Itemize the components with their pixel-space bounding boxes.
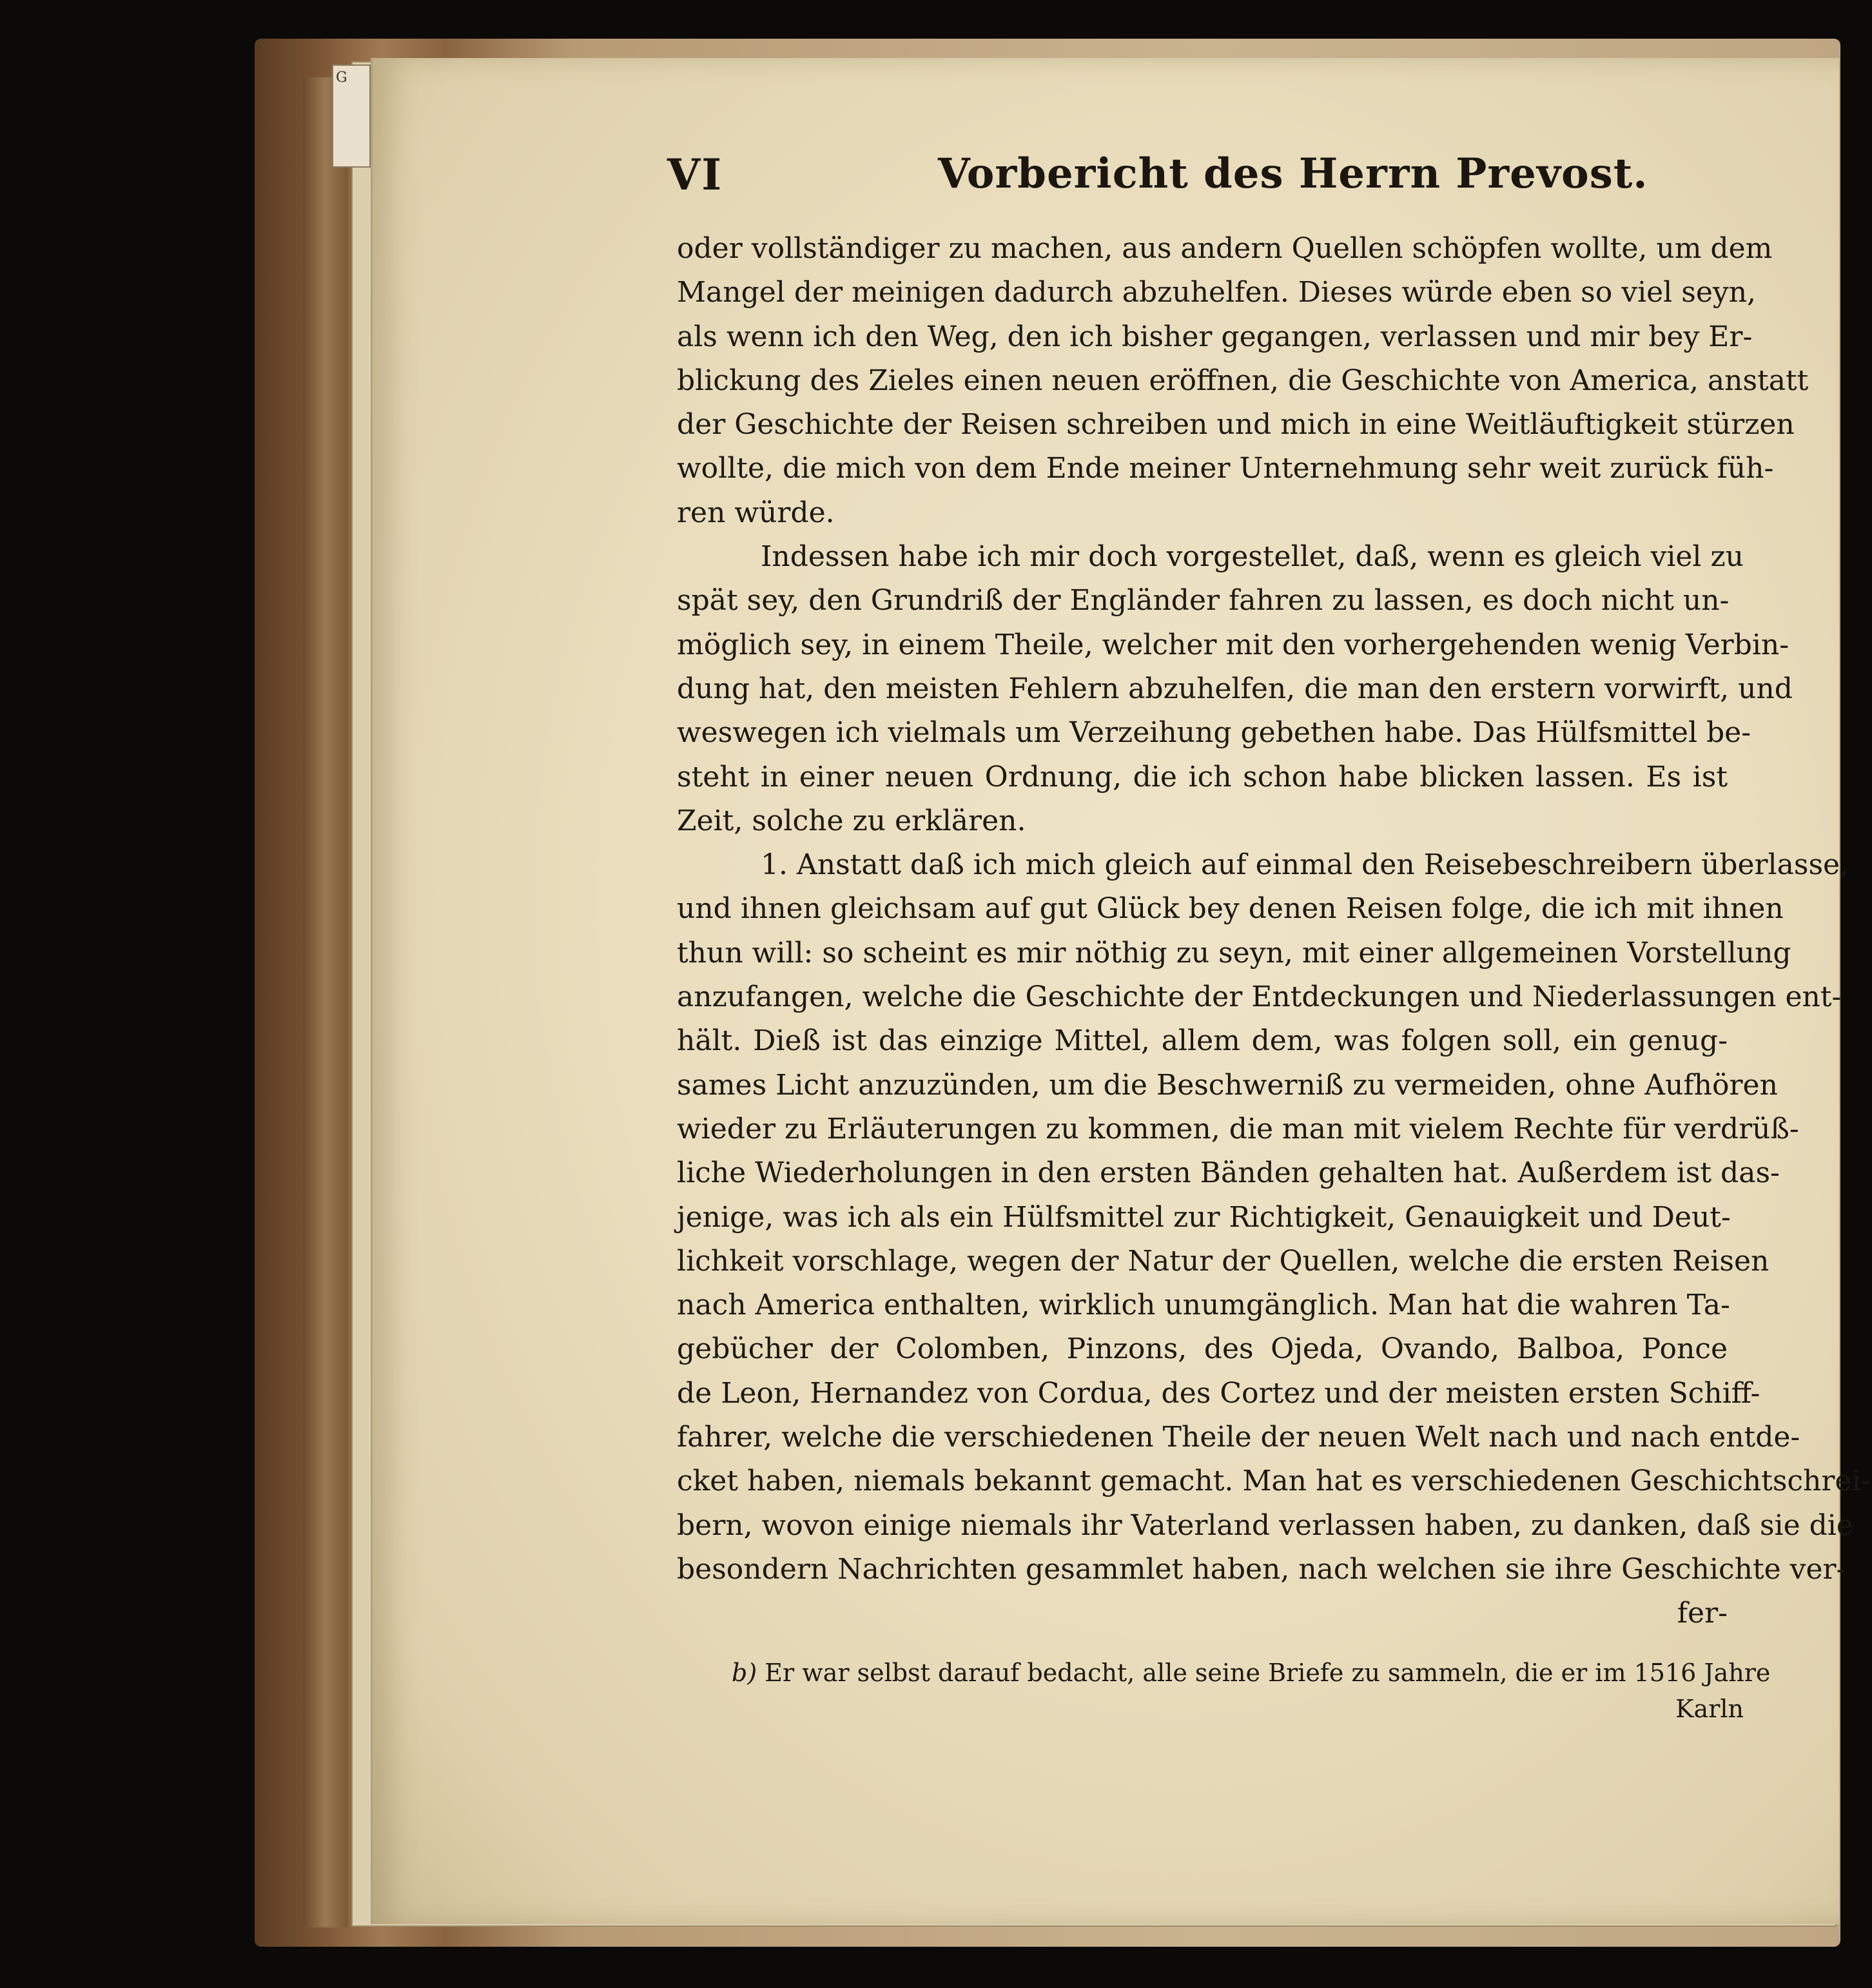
text-line: als wenn ich den Weg, den ich bisher gegangen, verlassen und mir bey Er- bbox=[677, 320, 1753, 353]
page-number: VI bbox=[667, 150, 723, 200]
text-line: cket haben, niemals bekannt gemacht. Man hat es verschiedenen Geschichtschrei- bbox=[677, 1465, 1871, 1498]
text-line: sames Licht anzuzünden, um die Beschwerniß zu vermeiden, ohne Aufhören bbox=[677, 1068, 1778, 1102]
text-line: nach America enthalten, wirklich unumgänglich. Man hat die wahren Ta- bbox=[677, 1289, 1730, 1322]
text-line: ren würde. bbox=[677, 496, 835, 529]
text-line: de Leon, Hernandez von Cordua, des Cortez und der meisten ersten Schiff- bbox=[677, 1376, 1760, 1410]
running-title: Vorbericht des Herrn Prevost. bbox=[938, 150, 1648, 198]
text-line: und ihnen gleichsam auf gut Glück bey denen Reisen folge, die ich mit ihnen bbox=[677, 892, 1784, 926]
body-text bbox=[677, 227, 1871, 1636]
footnote bbox=[732, 1655, 1771, 1727]
text-line: blickung des Zieles einen neuen eröffnen, die Geschichte von America, anstatt bbox=[677, 364, 1809, 397]
text-line: 1. Anstatt daß ich mich gleich auf einmal den Reisebeschreibern überlasse, bbox=[761, 848, 1849, 882]
text-line: anzufangen, welche die Geschichte der Entdeckungen und Niederlassungen ent- bbox=[677, 980, 1842, 1014]
text-line: fahrer, welche die verschiedenen Theile der neuen Welt nach und nach entde- bbox=[677, 1421, 1800, 1454]
text-line: wollte, die mich von dem Ende meiner Unternehmung sehr weit zurück füh- bbox=[677, 452, 1774, 485]
text-line: gebücher der Colomben, Pinzons, des Ojeda, Ovando, Balboa, Ponce bbox=[677, 1332, 1728, 1366]
text-line: besondern Nachrichten gesammlet haben, nach welchen sie ihre Geschichte ver- bbox=[677, 1552, 1846, 1586]
footnote-line: Karln bbox=[1675, 1695, 1744, 1723]
footnote-text: Er war selbst darauf bedacht, alle seine Briefe zu sammeln, die er im 1516 Jahre bbox=[765, 1659, 1771, 1687]
text-line: weswegen ich vielmals um Verzeihung gebethen habe. Das Hülfsmittel be- bbox=[677, 716, 1751, 750]
text-line: lichkeit vorschlage, wegen der Natur der Quellen, welche die ersten Reisen bbox=[677, 1244, 1770, 1278]
text-line: dung hat, den meisten Fehlern abzuhelfen, die man den erstern vorwirft, und bbox=[677, 672, 1793, 705]
text-line: Indessen habe ich mir doch vorgestellet, daß, wenn es gleich viel zu bbox=[761, 540, 1744, 574]
text-line: spät sey, den Grundriß der Engländer fahren zu lassen, es doch nicht un- bbox=[677, 584, 1730, 618]
text-line: hält. Dieß ist das einzige Mittel, allem dem, was folgen soll, ein genug- bbox=[677, 1024, 1728, 1058]
catchword: fer- bbox=[1677, 1597, 1728, 1630]
text-line: Zeit, solche zu erklären. bbox=[677, 804, 1026, 837]
text-line: der Geschichte der Reisen schreiben und mich in eine Weitläuftigkeit stürzen bbox=[677, 408, 1795, 442]
text-line: liche Wiederholungen in den ersten Bänden gehalten hat. Außerdem ist das- bbox=[677, 1156, 1780, 1190]
library-tab-label: G bbox=[332, 64, 371, 168]
text-line: thun will: so scheint es mir nöthig zu seyn, mit einer allgemeinen Vorstellung bbox=[677, 936, 1791, 970]
page-header bbox=[667, 150, 1653, 208]
text-line: steht in einer neuen Ordnung, die ich schon habe blicken lassen. Es ist bbox=[677, 760, 1728, 794]
text-line: Mangel der meinigen dadurch abzuhelfen. Dieses würde eben so viel seyn, bbox=[677, 276, 1757, 309]
text-line: oder vollständiger zu machen, aus andern Quellen schöpfen wollte, um dem bbox=[677, 232, 1773, 265]
footnote-marker: b) bbox=[732, 1659, 757, 1687]
binding-spine bbox=[303, 77, 348, 1927]
footnote-line bbox=[732, 1655, 1771, 1691]
text-line: bern, wovon einige niemals ihr Vaterland verlassen haben, zu danken, daß sie die bbox=[677, 1508, 1853, 1542]
text-line: wieder zu Erläuterungen zu kommen, die man mit vielem Rechte für verdrüß- bbox=[677, 1112, 1799, 1145]
text-line: möglich sey, in einem Theile, welcher mit den vorhergehenden wenig Verbin- bbox=[677, 628, 1789, 661]
text-line: jenige, was ich als ein Hülfsmittel zur Richtigkeit, Genauigkeit und Deut- bbox=[677, 1200, 1731, 1234]
